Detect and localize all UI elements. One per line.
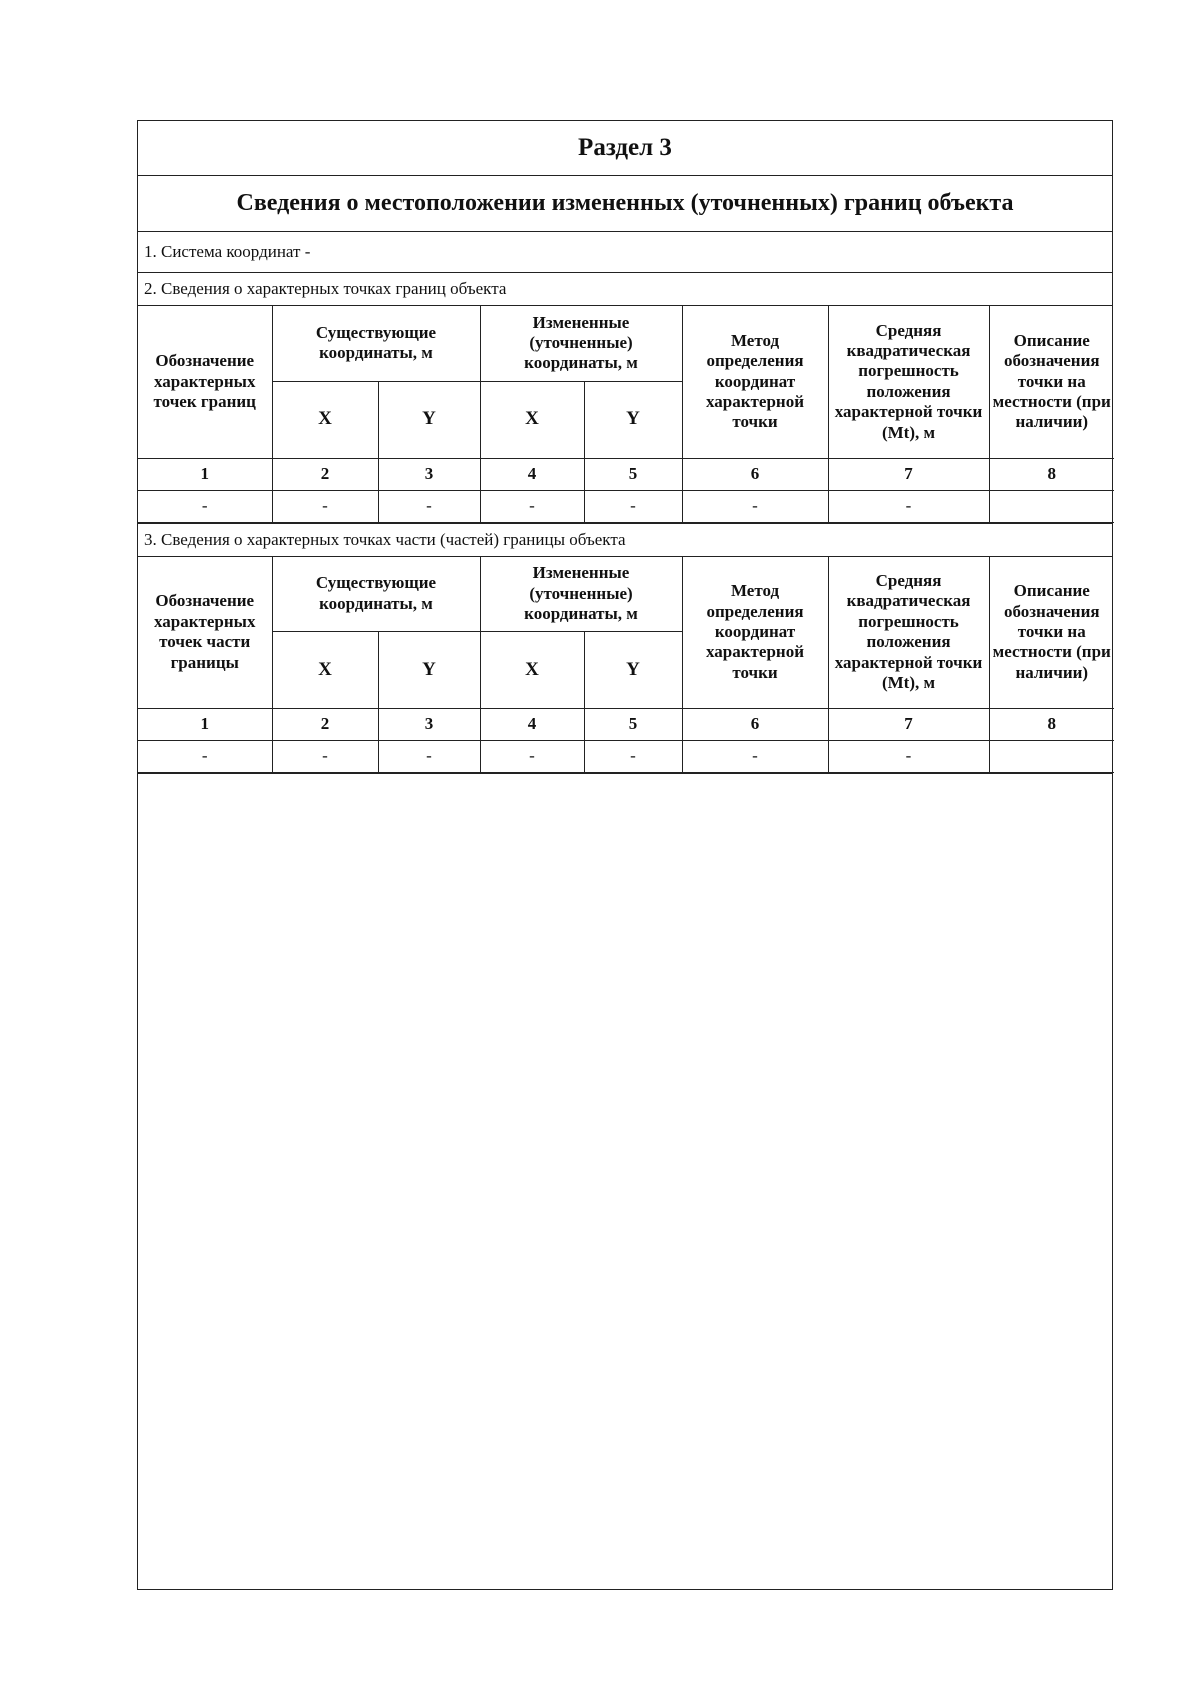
header-description: Описание обозначения точки на местности (при наличии): [989, 306, 1114, 458]
table-bottom-rule: [138, 773, 1112, 774]
table-row: [138, 741, 1114, 773]
document-frame: [137, 120, 1113, 1590]
column-number: 1: [138, 458, 272, 490]
header-error: Средняя квадратическая погрешность положения характерной точки (Mt), м: [828, 557, 989, 709]
column-number: 6: [682, 709, 828, 741]
column-numbers-row: [138, 709, 1114, 741]
coord-system-line: 1. Система координат -: [138, 232, 1112, 273]
column-number: 3: [378, 709, 480, 741]
column-number: 5: [584, 458, 682, 490]
table-cell: [989, 490, 1114, 522]
table1-caption: 2. Сведения о характерных точках границ объекта: [138, 273, 1112, 306]
boundary-part-points-table: [138, 557, 1114, 774]
header-x-existing: X: [272, 381, 378, 458]
column-numbers-row: [138, 458, 1114, 490]
column-number: 2: [272, 709, 378, 741]
header-error: Средняя квадратическая погрешность положения характерной точки (Mt), м: [828, 306, 989, 458]
table-cell: -: [272, 741, 378, 773]
table-cell: -: [584, 741, 682, 773]
header-y-existing: Y: [378, 632, 480, 709]
table-cell: -: [138, 741, 272, 773]
table-cell: -: [378, 741, 480, 773]
table2-caption: 3. Сведения о характерных точках части (частей) границы объекта: [138, 523, 1112, 557]
header-designation: Обозначение характерных точек границ: [138, 306, 272, 458]
boundary-points-table: [138, 306, 1114, 523]
table-cell: -: [480, 741, 584, 773]
header-designation: Обозначение характерных точек части границы: [138, 557, 272, 709]
header-x-changed: X: [480, 381, 584, 458]
table-row: [138, 490, 1114, 522]
header-y-changed: Y: [584, 381, 682, 458]
column-number: 1: [138, 709, 272, 741]
header-changed-coords: Измененные (уточненные) координаты, м: [480, 557, 682, 632]
column-number: 5: [584, 709, 682, 741]
header-y-changed: Y: [584, 632, 682, 709]
header-x-changed: X: [480, 632, 584, 709]
table-cell: -: [584, 490, 682, 522]
header-existing-coords: Существующие координаты, м: [272, 557, 480, 632]
table-cell: -: [682, 490, 828, 522]
table-cell: -: [480, 490, 584, 522]
header-y-existing: Y: [378, 381, 480, 458]
section-subtitle: Сведения о местоположении измененных (уточненных) границ объекта: [138, 176, 1112, 232]
header-changed-coords: Измененные (уточненные) координаты, м: [480, 306, 682, 381]
column-number: 2: [272, 458, 378, 490]
table-cell: -: [828, 741, 989, 773]
column-number: 6: [682, 458, 828, 490]
table-cell: -: [682, 741, 828, 773]
column-number: 7: [828, 458, 989, 490]
header-x-existing: X: [272, 632, 378, 709]
column-number: 3: [378, 458, 480, 490]
table-cell: -: [272, 490, 378, 522]
section-title: Раздел 3: [138, 121, 1112, 176]
header-method: Метод определения координат характерной точки: [682, 306, 828, 458]
column-number: 4: [480, 458, 584, 490]
column-number: 7: [828, 709, 989, 741]
table-cell: -: [138, 490, 272, 522]
column-number: 4: [480, 709, 584, 741]
column-number: 8: [989, 709, 1114, 741]
table-cell: [989, 741, 1114, 773]
header-existing-coords: Существующие координаты, м: [272, 306, 480, 381]
header-description: Описание обозначения точки на местности (при наличии): [989, 557, 1114, 709]
column-number: 8: [989, 458, 1114, 490]
table-cell: -: [378, 490, 480, 522]
table-cell: -: [828, 490, 989, 522]
header-method: Метод определения координат характерной точки: [682, 557, 828, 709]
